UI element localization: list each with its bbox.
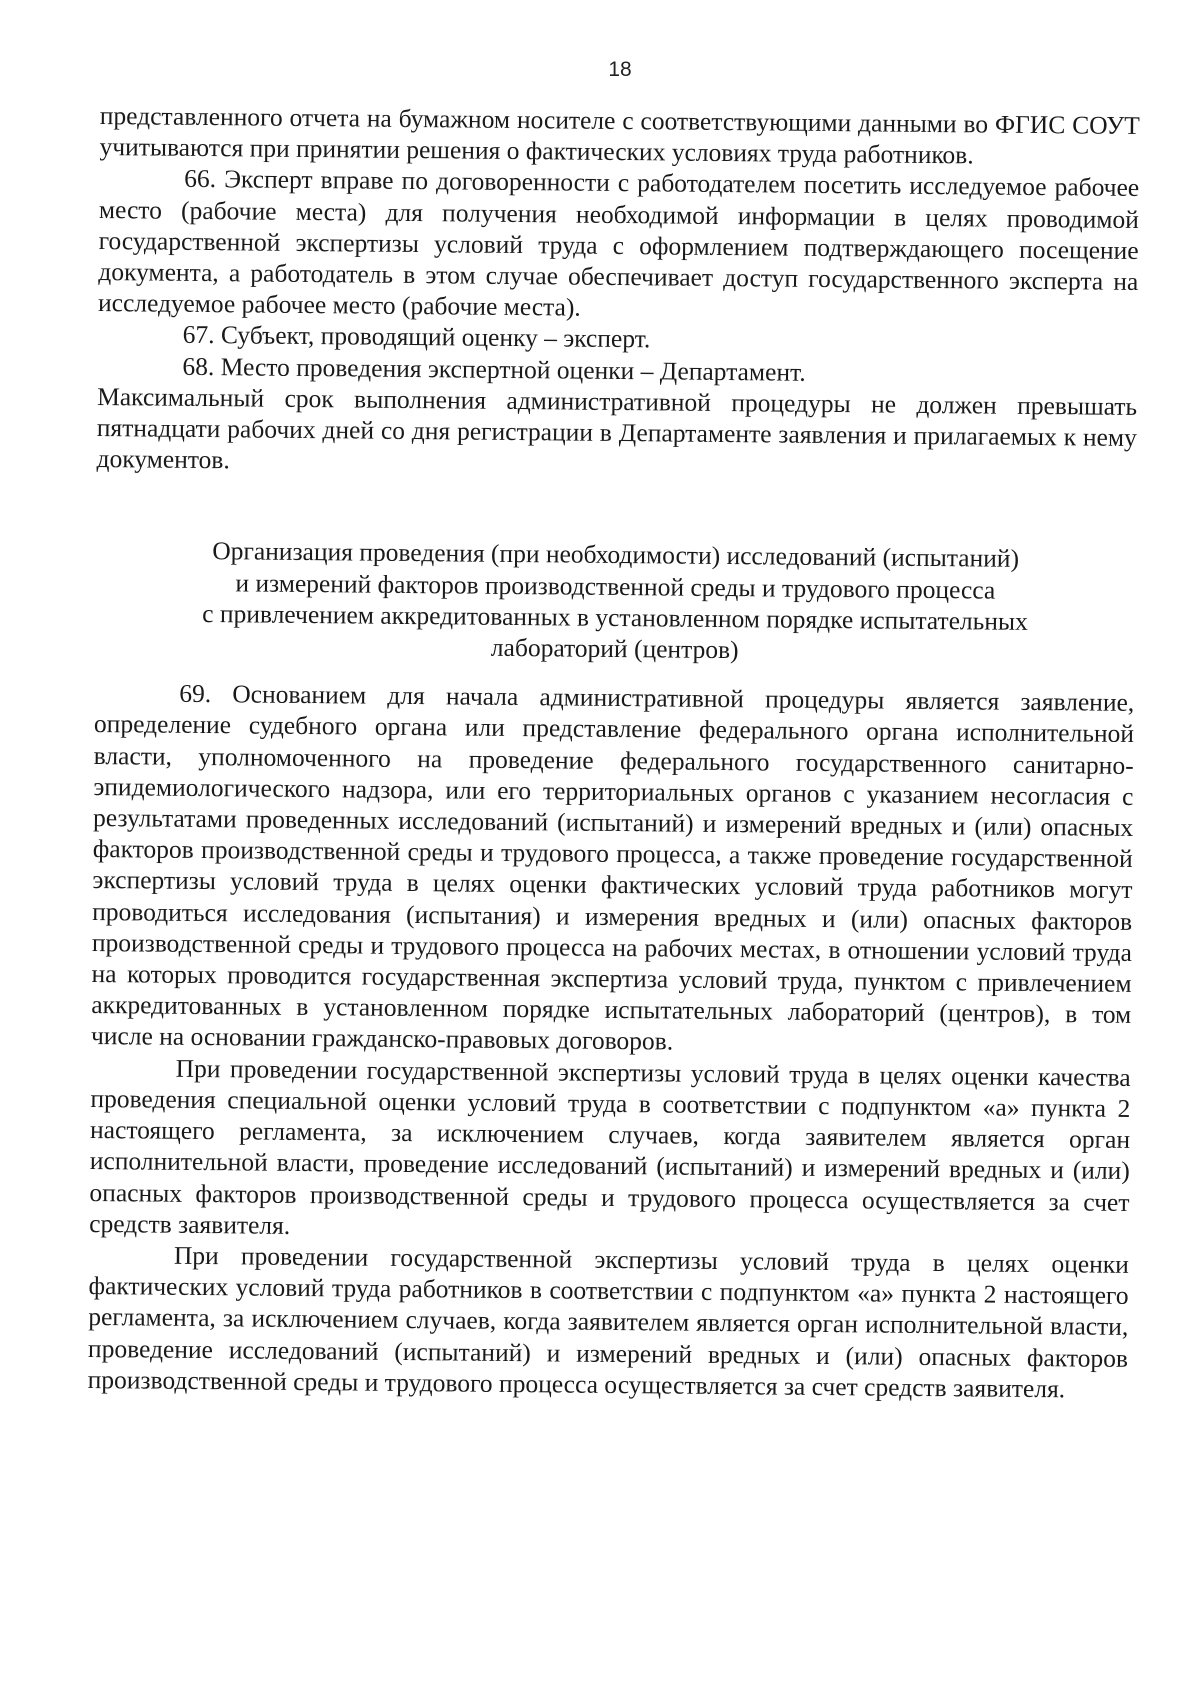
paragraph-66: 66. Эксперт вправе по договоренности с работодателем посетить исследуемое рабочее место (рабочие места) для получения необходимой информации в целях проводимой государственной экспертизы условий труда с оформлением подтверждающего посещение документа, а работодатель в этом случае обеспечивает доступ государственного эксперта на исследуемое рабочее место (рабочие места). — [97, 164, 1140, 322]
section-heading — [95, 534, 1136, 669]
page-number: 18 — [608, 58, 632, 81]
paragraph-actual-conditions: При проведении государственной экспертизы условий труда в целях оценки фактических условий труда работников в соответствии с подпунктом «а» пункта 2 настоящего регламента, за исключением случаев, когда заявителем является орган исполнительной власти, проведение исследований (испытаний) и измерений вредных и (или) опасных факторов производственной среды и трудового процесса осуществляется за счет средств заявителя. — [87, 1240, 1130, 1404]
section-heading-line: Организация проведения (при необходимости) исследований (испытаний) — [212, 536, 1020, 574]
document-body — [88, 100, 1140, 1405]
paragraph-quality-assessment: При проведении государственной экспертизы условий труда в целях оценки качества проведения специальной оценки условий труда в соответствии с подпунктом «а» пункта 2 настоящего регламента, за исключением случаев, когда заявителем является орган исполнительной власти, проведение исследований (испытаний) и измерений вредных и (или) опасных факторов производственной среды и трудового процесса осуществляется за счет средств заявителя. — [89, 1053, 1131, 1240]
paragraph-69: 69. Основанием для начала административной процедуры является заявление, определение судебного органа или представление федерального органа исполнительной власти, уполномоченного на проведение федерального государственного санитарно-эпидемиологического надзора, или его территориальных органов с указанием несогласия с результатами проведенных исследований (испытаний) и измерений вредных и (или) опасных факторов производственной среды и трудового процесса, а также проведение государственной экспертизы условий труда в целях оценки фактических условий труда работников могут проводиться исследования (испытания) и измерения вредных и (или) опасных факторов производственной среды и трудового процесса на рабочих местах, в отношении условий труда на которых проводится государственная экспертиза условий труда, пунктом с привлечением аккредитованных в установленном порядке испытательных лабораторий (центров), в том числе на основании гражданско-правовых договоров. — [90, 679, 1135, 1057]
paragraph-continuation: представленного отчета на бумажном носителе с соответствующими данными во ФГИС СОУТ учитываются при принятии решения о фактических условиях труда работников. — [99, 100, 1140, 170]
section-heading-line: лабораторий (центров) — [490, 632, 739, 665]
paragraph-max-term: Максимальный срок выполнения административной процедуры не должен превышать пятнадцати рабочих дней со дня регистрации в Департаменте заявления и прилагаемых к нему документов. — [96, 381, 1138, 475]
section-heading-line: с привлечением аккредитованных в установленном порядке испытательных — [202, 598, 1029, 636]
paragraph-68: 68. Место проведения экспертной оценки – Департамент. — [182, 351, 806, 387]
paragraph-67: 67. Субъект, проводящий оценку – эксперт. — [182, 320, 651, 354]
section-heading-line: и измерений факторов производственной среды и трудового процесса — [235, 567, 996, 605]
